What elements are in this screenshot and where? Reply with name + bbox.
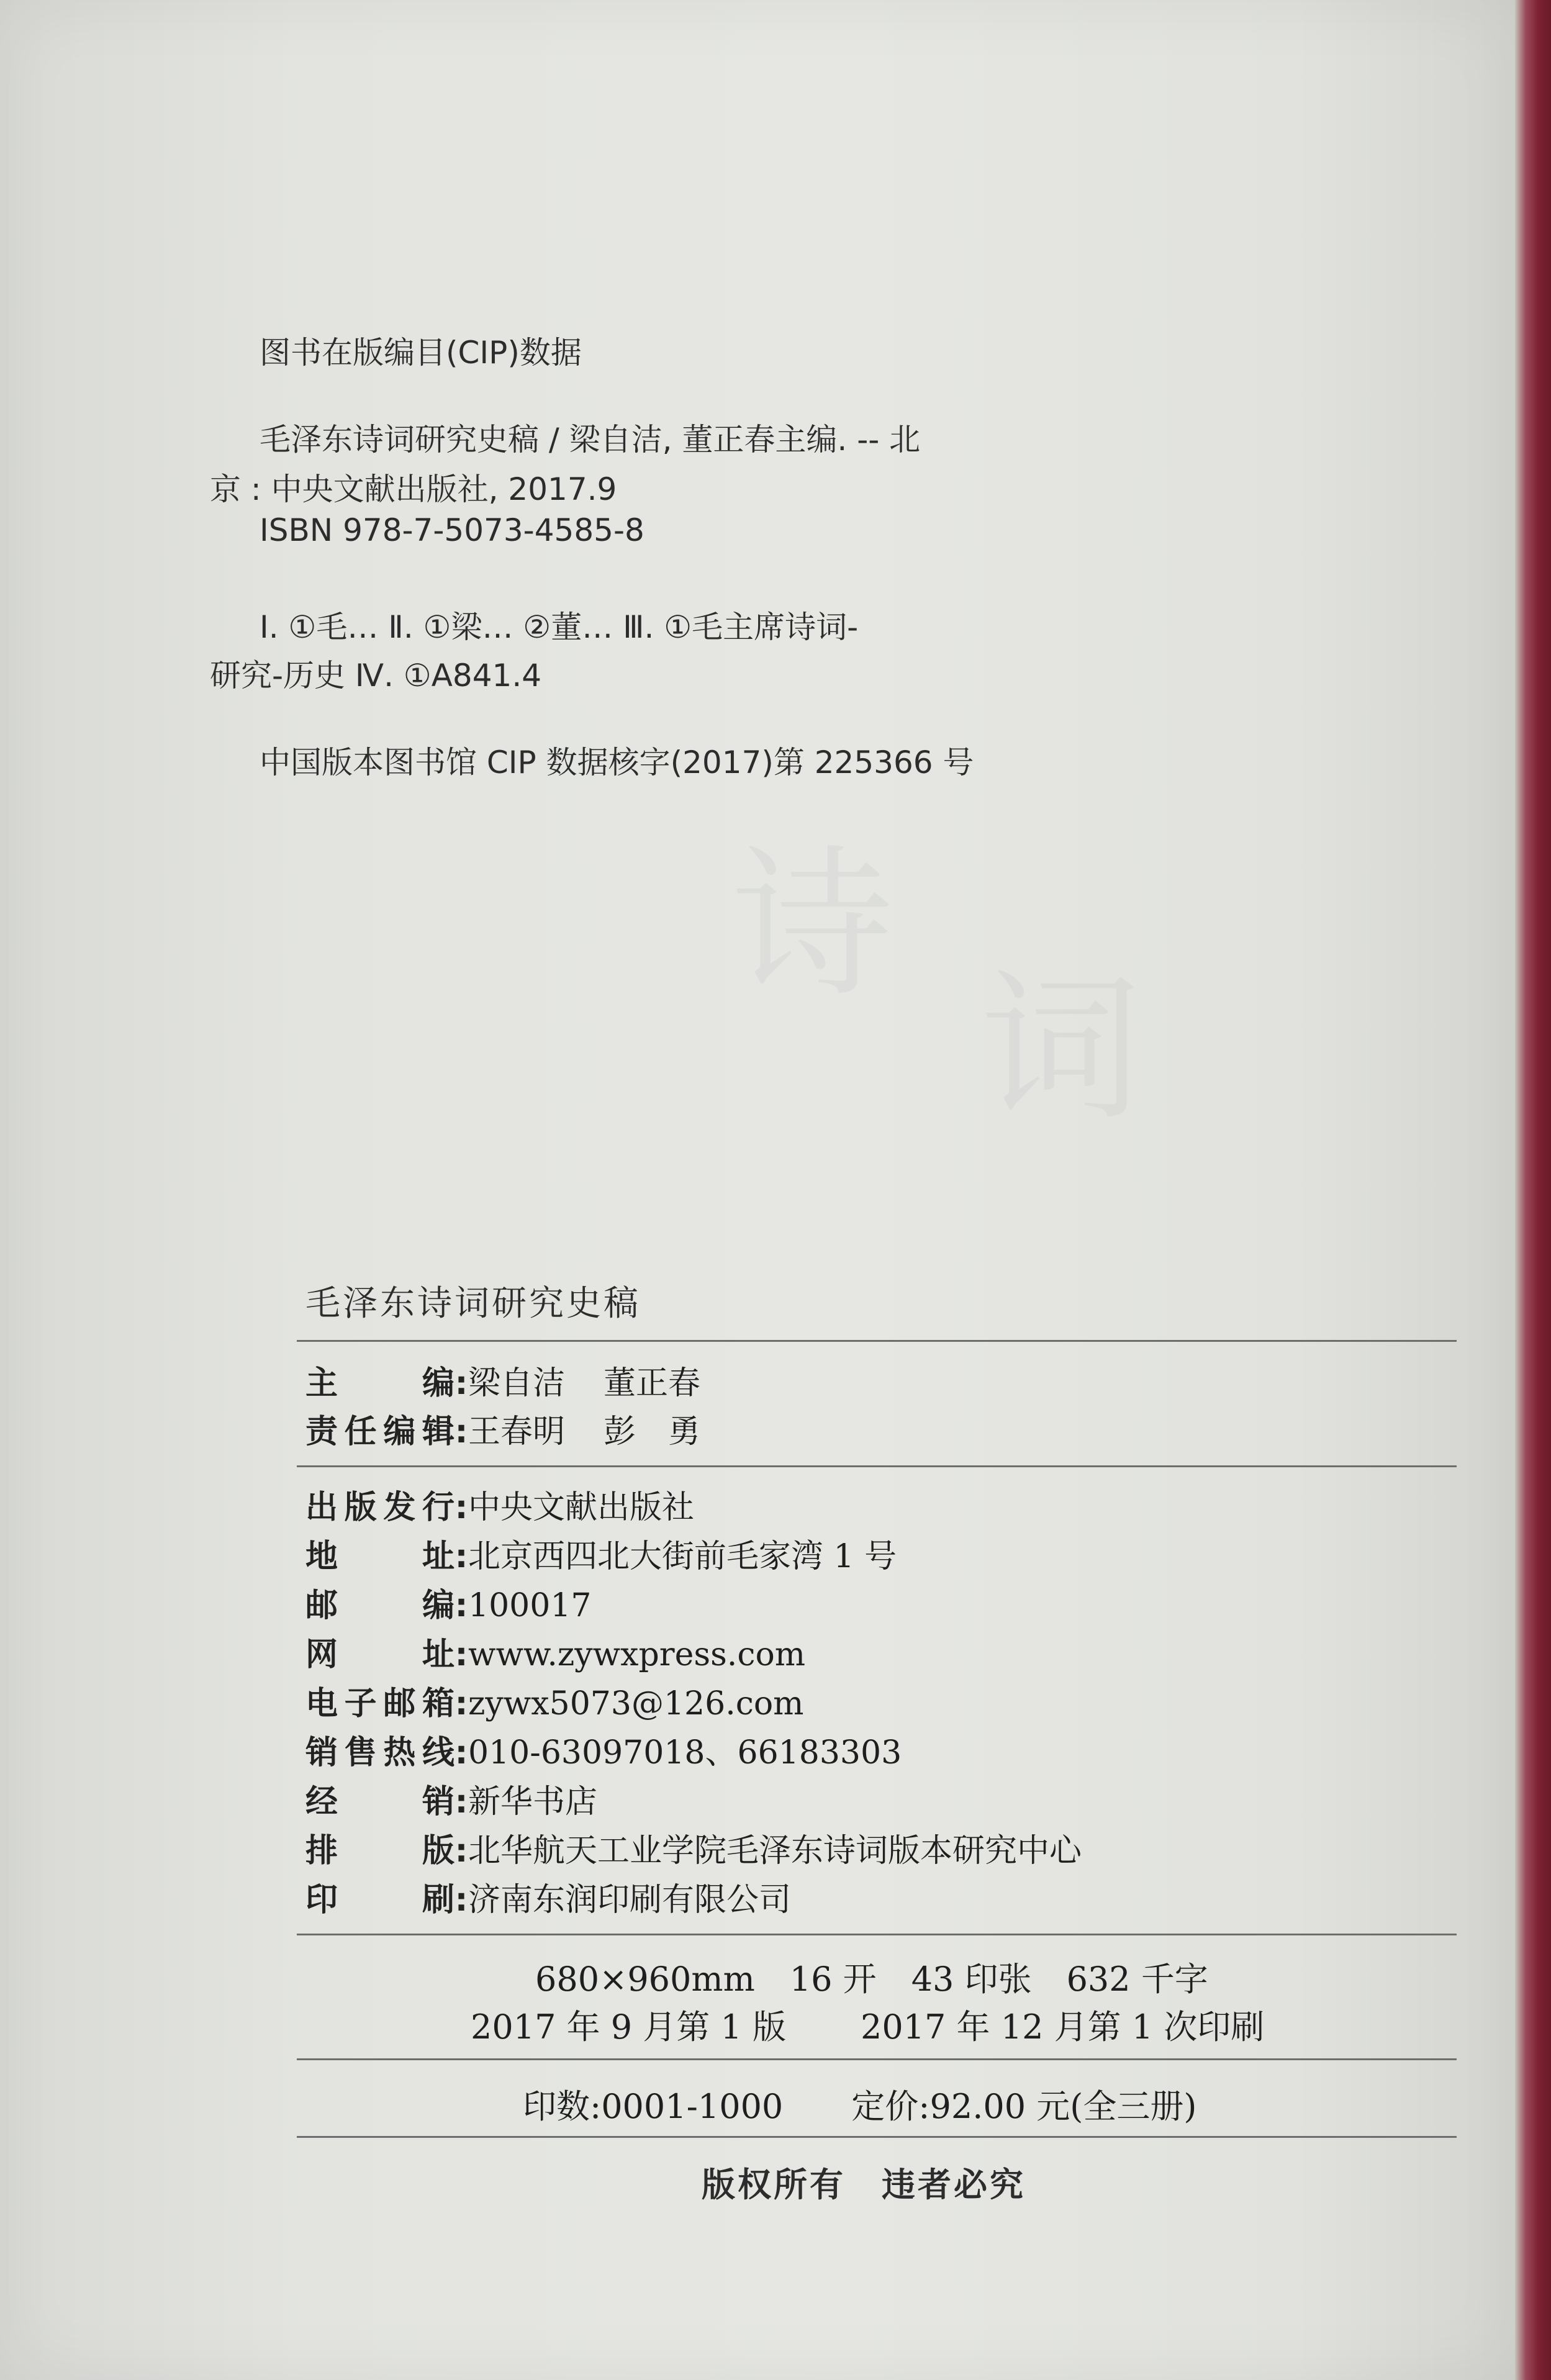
label-char: 址 xyxy=(422,1538,454,1575)
colon: : xyxy=(454,1365,468,1402)
label-char: 网 xyxy=(305,1636,338,1673)
cip-heading: 图书在版编目(CIP)数据 xyxy=(260,335,582,371)
publication-value: www.zywxpress.com xyxy=(468,1636,806,1673)
label-char: 辑 xyxy=(422,1413,454,1450)
publication-row xyxy=(305,1628,805,1675)
label-char: 电 xyxy=(305,1685,338,1722)
publication-label xyxy=(305,1726,454,1773)
publication-value: 100017 xyxy=(468,1587,592,1624)
edition-spec xyxy=(471,2001,1264,2048)
label-char: 任 xyxy=(344,1413,377,1450)
editor-value: 彭 勇 xyxy=(604,1413,701,1450)
publication-value: 010-63097018、66183303 xyxy=(468,1734,902,1771)
label-char: 主 xyxy=(305,1365,338,1402)
cip-record-line-1: 毛泽东诗词研究史稿 / 梁自洁, 董正春主编. -- 北 xyxy=(260,422,921,458)
show-through-calligraphy: 词 xyxy=(953,962,1141,1124)
word-count: 632 千字 xyxy=(1066,1960,1208,1999)
kai-size: 16 开 xyxy=(789,1960,877,1999)
label-char: 地 xyxy=(305,1538,338,1575)
label-char: 排 xyxy=(305,1832,338,1870)
colon: : xyxy=(454,1489,468,1526)
publication-row xyxy=(305,1579,592,1626)
cip-classification-line-2: 研究-历史 Ⅳ. ①A841.4 xyxy=(210,658,542,694)
divider-rule xyxy=(297,1340,1457,1342)
publication-row xyxy=(305,1677,803,1724)
format-spec xyxy=(535,1953,1208,2001)
publication-label xyxy=(305,1530,454,1577)
price: 定价:92.00 元(全三册) xyxy=(851,2087,1197,2126)
label-char: 版 xyxy=(344,1489,377,1526)
edition: 2017 年 9 月第 1 版 xyxy=(471,2007,786,2047)
label-char: 箱 xyxy=(422,1685,454,1722)
print-run-copies: 印数:0001-1000 xyxy=(523,2087,784,2126)
publication-row xyxy=(305,1824,1082,1871)
publication-row xyxy=(305,1873,791,1920)
paper-format: 680×960mm xyxy=(535,1960,755,1999)
divider-rule xyxy=(297,1934,1457,1935)
label-char: 售 xyxy=(344,1734,377,1771)
publication-label xyxy=(305,1824,454,1871)
label-char: 发 xyxy=(383,1489,416,1526)
label-char: 热 xyxy=(383,1734,416,1771)
colon: : xyxy=(454,1783,468,1821)
label-char: 版 xyxy=(422,1832,454,1870)
divider-rule xyxy=(297,1465,1457,1467)
colon: : xyxy=(454,1832,468,1870)
publication-label xyxy=(305,1775,454,1822)
publication-value: 北华航天工业学院毛泽东诗词版本研究中心 xyxy=(468,1832,1082,1870)
publication-value: 中央文献出版社 xyxy=(468,1489,695,1526)
book-cover-edge xyxy=(1515,0,1551,2380)
publication-value: 新华书店 xyxy=(468,1783,598,1821)
publication-value: 北京西四北大街前毛家湾 1 号 xyxy=(468,1538,897,1575)
label-char: 销 xyxy=(305,1734,338,1771)
editor-row xyxy=(305,1405,700,1452)
label-char: 邮 xyxy=(305,1587,338,1624)
label-char: 出 xyxy=(305,1489,338,1526)
publication-row xyxy=(305,1726,902,1773)
publication-value: zywx5073@126.com xyxy=(468,1685,804,1722)
label-char: 经 xyxy=(305,1783,338,1821)
label-char: 编 xyxy=(422,1365,454,1402)
divider-rule xyxy=(297,2136,1457,2138)
editor-value: 王春明 xyxy=(468,1413,566,1450)
publication-row xyxy=(305,1481,694,1527)
publication-label xyxy=(305,1873,454,1920)
publication-label xyxy=(305,1579,454,1626)
label-char: 线 xyxy=(422,1734,454,1771)
label-char: 行 xyxy=(422,1489,454,1526)
label-char: 印 xyxy=(305,1881,338,1919)
publication-value: 济南东润印刷有限公司 xyxy=(468,1881,792,1919)
book-title: 毛泽东诗词研究史稿 xyxy=(305,1283,641,1324)
editor-value: 董正春 xyxy=(604,1365,701,1402)
printed-sheets: 43 印张 xyxy=(911,1960,1032,1999)
publication-label xyxy=(305,1677,454,1724)
cip-data-number: 中国版本图书馆 CIP 数据核字(2017)第 225366 号 xyxy=(260,744,974,781)
label-char: 子 xyxy=(344,1685,377,1722)
colon: : xyxy=(454,1881,468,1919)
editor-value: 梁自洁 xyxy=(468,1365,566,1402)
label-char: 刷 xyxy=(422,1881,454,1919)
label-char: 责 xyxy=(305,1413,338,1450)
label-char: 址 xyxy=(422,1636,454,1673)
print-run-line xyxy=(523,2080,1196,2128)
cip-record-line-2: 京 : 中央文献出版社, 2017.9 xyxy=(210,471,617,507)
colon: : xyxy=(454,1587,468,1624)
divider-rule xyxy=(297,2058,1457,2060)
publication-label xyxy=(305,1628,454,1675)
label-char: 编 xyxy=(383,1413,416,1450)
cip-classification-line-1: Ⅰ. ①毛… Ⅱ. ①梁… ②董… Ⅲ. ①毛主席诗词- xyxy=(260,609,859,645)
publication-row xyxy=(305,1775,597,1822)
show-through-calligraphy: 诗 xyxy=(705,838,892,1000)
colon: : xyxy=(454,1538,468,1575)
label-char: 邮 xyxy=(383,1685,416,1722)
colon: : xyxy=(454,1734,468,1771)
publication-row xyxy=(305,1530,897,1577)
rights-notice: 版权所有 违者必究 xyxy=(702,2165,1026,2204)
publication-label xyxy=(305,1481,454,1527)
colon: : xyxy=(454,1413,468,1450)
colon: : xyxy=(454,1685,468,1722)
editor-row xyxy=(305,1357,700,1403)
label-char: 编 xyxy=(422,1587,454,1624)
printing: 2017 年 12 月第 1 次印刷 xyxy=(860,2007,1265,2047)
editor-label xyxy=(305,1405,454,1452)
label-char: 销 xyxy=(422,1783,454,1821)
colon: : xyxy=(454,1636,468,1673)
editor-label xyxy=(305,1357,454,1403)
cip-isbn: ISBN 978-7-5073-4585-8 xyxy=(260,512,644,548)
